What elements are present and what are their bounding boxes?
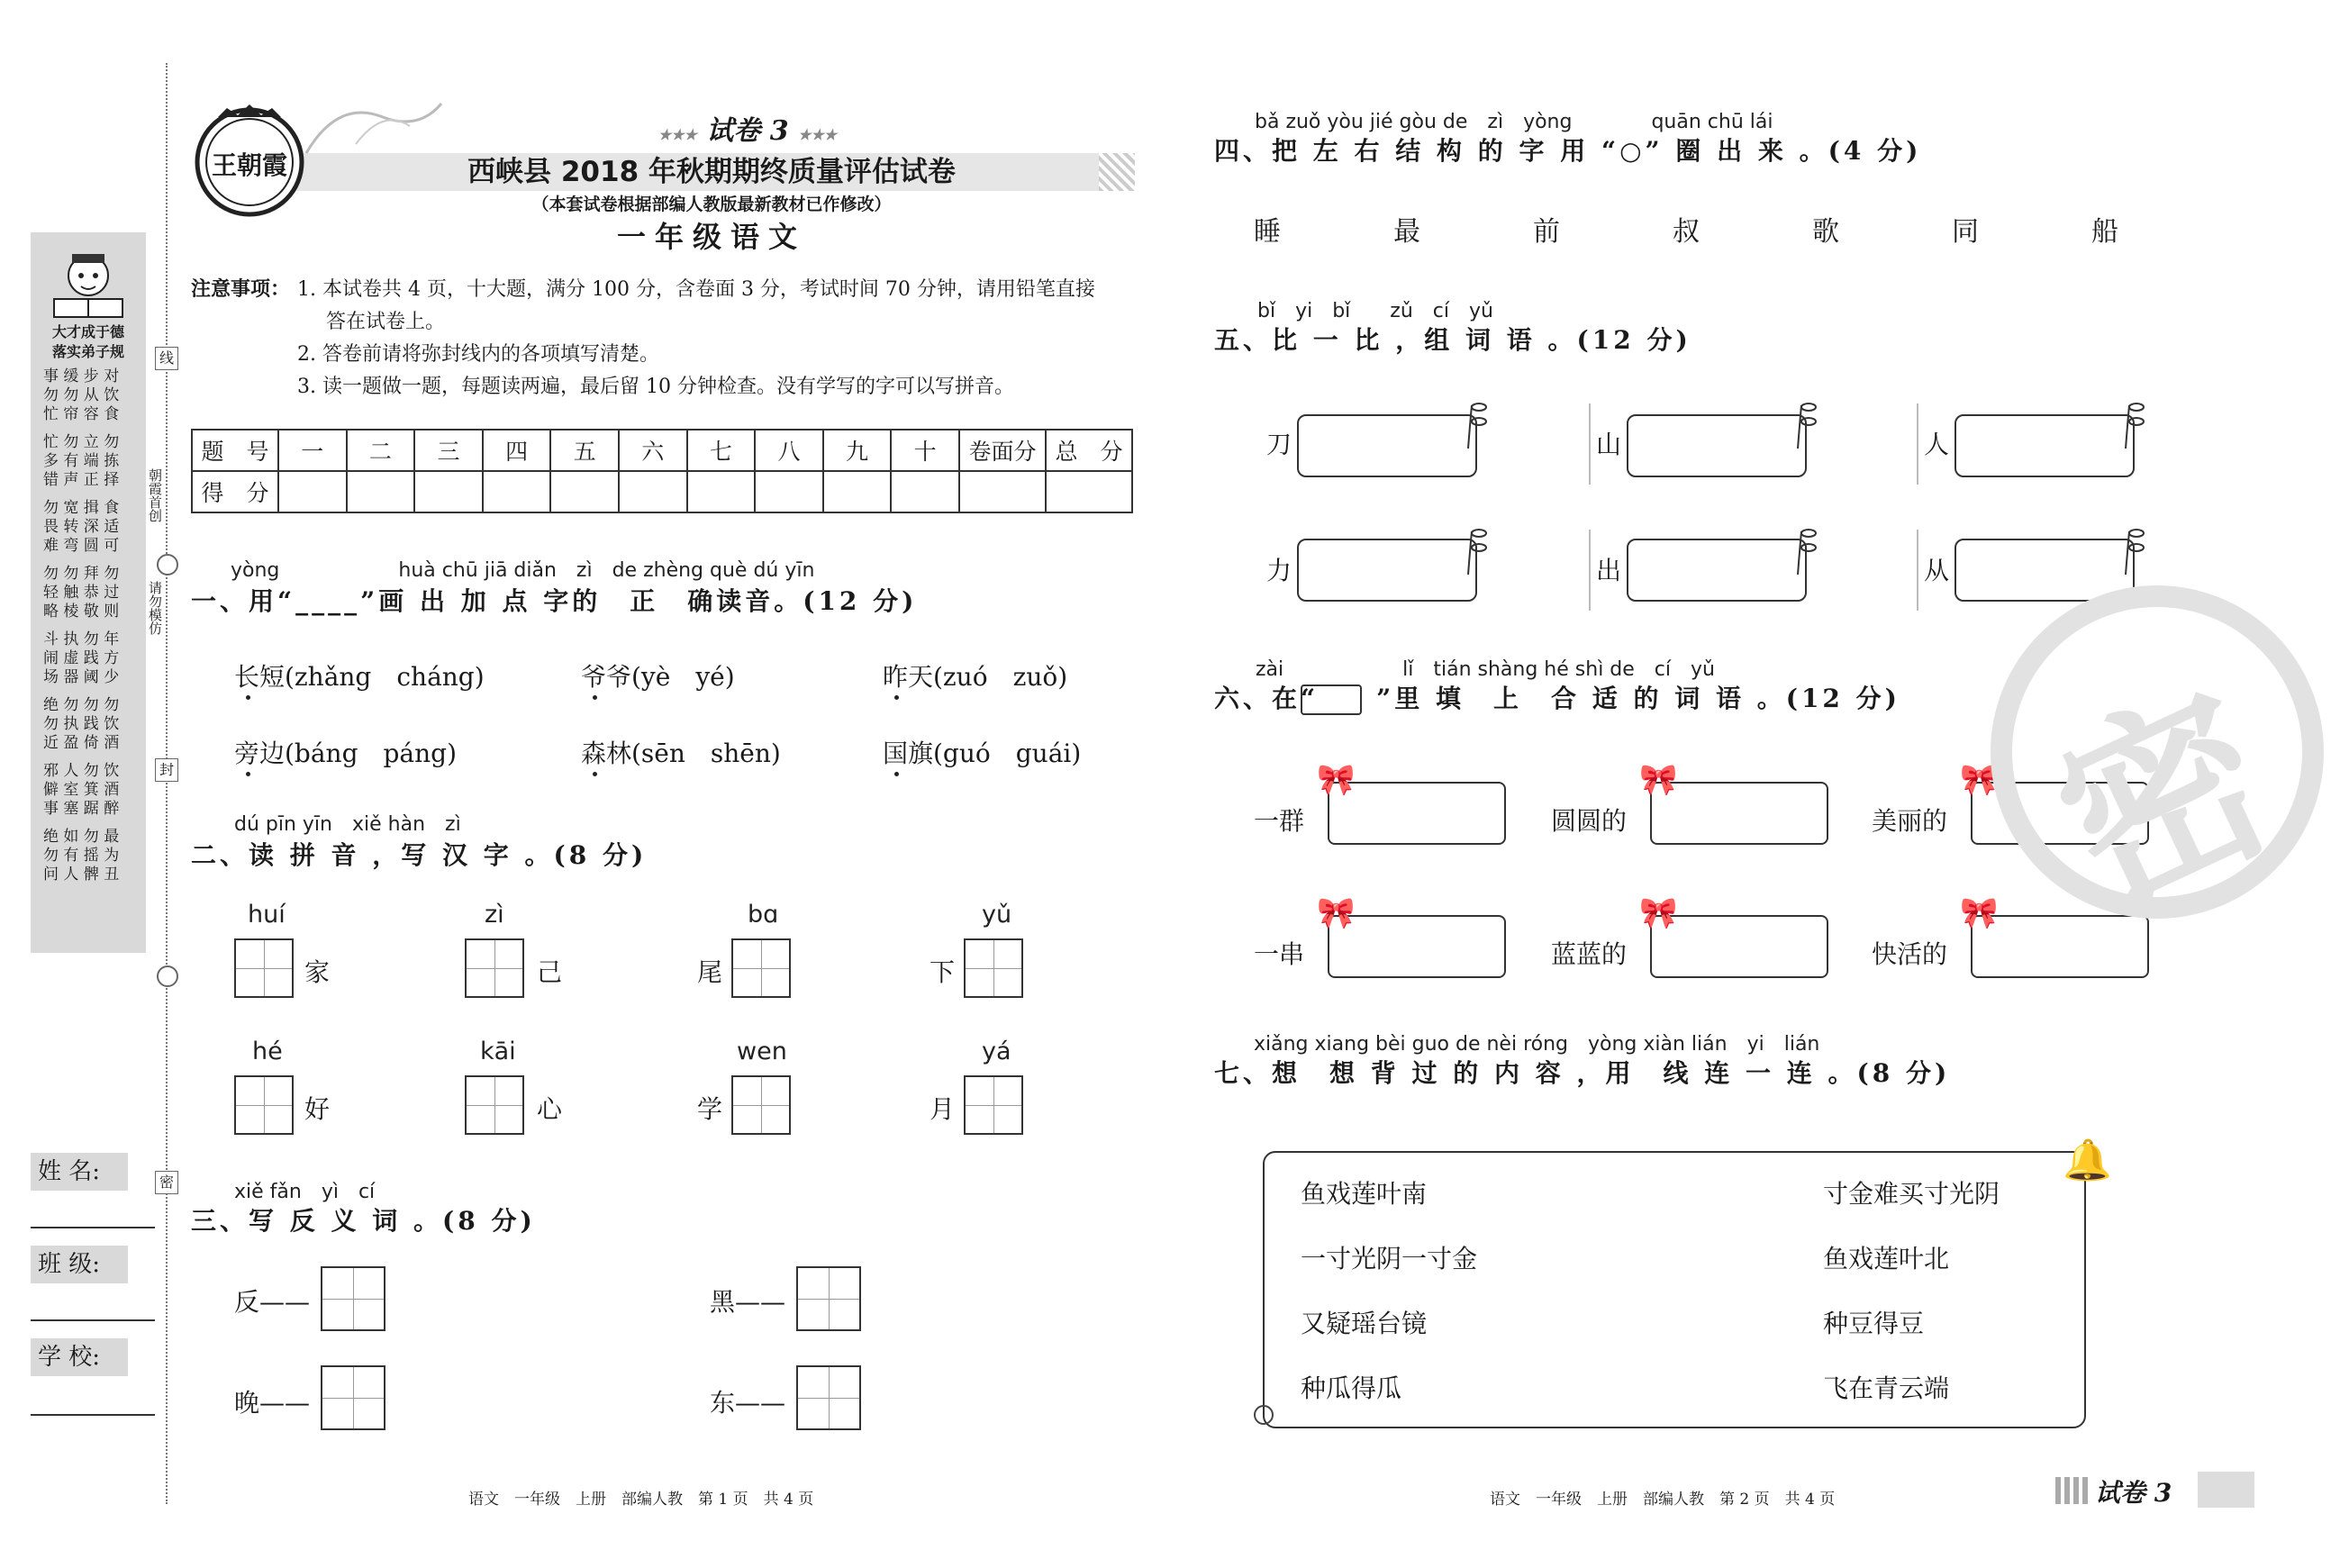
score-cell[interactable] [483, 471, 551, 512]
q5-title: 五、比 一 比 ，组 词 语 。(12 分) [1214, 325, 1691, 355]
ring-icon [1254, 1405, 1274, 1425]
q1-item-4: 旁边(báng páng) [234, 739, 457, 768]
score-cell[interactable] [823, 471, 892, 512]
q7-left-3[interactable]: 又疑瑶台镜 [1301, 1309, 1428, 1338]
writing-grid[interactable] [731, 1075, 791, 1135]
table-cell: 卷面分 [959, 430, 1046, 471]
q5-char-1: 刀 [1266, 430, 1292, 459]
star-icon: ★★★ [658, 126, 697, 143]
divider [1589, 403, 1591, 485]
exam-title: 西峡县 2018 年秋期期终质量评估试卷 [467, 156, 956, 188]
footer-tag-band [2198, 1472, 2254, 1508]
table-cell: 五 [550, 430, 619, 471]
q7-right-1[interactable]: 寸金难买寸光阴 [1823, 1179, 2000, 1209]
q6-item-1: 一群 [1254, 806, 1305, 836]
score-cell[interactable] [278, 471, 347, 512]
maxim-line: 错 声 正 择 [43, 471, 120, 489]
score-cell[interactable] [959, 471, 1046, 512]
logo-text: 王朝霞 [211, 150, 287, 180]
q2-pinyin-8: yá [982, 1038, 1011, 1065]
q2-char-8: 月 [930, 1094, 956, 1124]
q1-pinyin: yòng huà chū jiā diǎn zì de zhèng què dú yīn [231, 559, 815, 582]
q3-item-2: 黑—— [710, 1287, 786, 1317]
writing-grid[interactable] [796, 1365, 861, 1430]
maxim-line: 多 有 端 拣 [43, 452, 120, 470]
emphasis-dot [894, 695, 899, 700]
q1-item-6: 国旗(guó guái) [883, 739, 1082, 768]
q6-title-box [1301, 684, 1362, 715]
q3-item-4: 东—— [710, 1388, 786, 1418]
binding-hole-1 [157, 554, 178, 576]
fold-label-2: 请勿模仿 [147, 581, 163, 635]
sidebar [31, 232, 146, 953]
watermark-seal [1991, 585, 2324, 947]
q2-pinyin: dú pīn yīn xiě hàn zì [234, 813, 461, 836]
writing-grid[interactable] [465, 938, 524, 998]
maxim-line: 勿 执 践 饮 [43, 715, 120, 733]
seal-mark-mi: 密 [155, 1171, 178, 1194]
q2-pinyin-4: yǔ [982, 901, 1012, 929]
q4-char[interactable]: 叔 [1673, 216, 1700, 248]
q4-chars [1254, 209, 2118, 249]
maxim-line: 难 弯 圆 可 [43, 537, 120, 555]
divider [1589, 530, 1591, 611]
score-table-header-row [192, 430, 1132, 471]
class-label: 班 级: [31, 1246, 128, 1283]
q7-left-4[interactable]: 种瓜得瓜 [1301, 1373, 1402, 1403]
q2-pinyin-5: hé [252, 1038, 283, 1065]
answer-box[interactable] [1954, 414, 2135, 477]
q3-item-1: 反—— [234, 1287, 311, 1317]
seal-mark-feng: 封 [155, 758, 178, 782]
logo-swirl [302, 90, 446, 162]
q2-pinyin-6: kāi [480, 1038, 516, 1065]
table-cell: 题 号 [192, 430, 278, 471]
score-table-score-row [192, 471, 1132, 512]
q7-title: 七、想 想 背 过 的 内 容 ，用 线 连 一 连 。(8 分) [1214, 1058, 1951, 1088]
notice-item-2: 2. 答卷前请将弥封线内的各项填写清楚。 [297, 343, 659, 366]
notice-item-1: 1. 本试卷共 4 页，十大题，满分 100 分，含卷面 3 分，考试时间 70 分钟，请用铅笔直接 [297, 278, 1095, 301]
q7-pinyin: xiǎng xiang bèi guo de nèi róng yòng xiàn lián yi lián [1254, 1033, 1820, 1056]
binding-hole-2 [157, 965, 178, 987]
score-table [191, 429, 1133, 513]
seal-mark-xian: 线 [155, 347, 178, 370]
q1-item-2: 爷爷(yè yé) [581, 662, 735, 692]
q2-char-5: 好 [304, 1094, 331, 1124]
sprout-icon [2117, 398, 2147, 449]
q6-pinyin: zài lǐ tián shàng hé shì de cí yǔ [1256, 658, 1715, 681]
writing-grid[interactable] [234, 1075, 294, 1135]
q3-item-3: 晚—— [234, 1388, 311, 1418]
maxim-line: 场 器 阈 少 [43, 668, 120, 686]
answer-box[interactable] [1297, 539, 1477, 602]
writing-grid[interactable] [465, 1075, 524, 1135]
emphasis-dot [246, 695, 250, 700]
maxim-line: 邪 人 勿 饮 [43, 762, 120, 780]
q1-item-3: 昨天(zuó zuǒ) [883, 662, 1068, 692]
writing-grid[interactable] [234, 938, 294, 998]
q6-item-2: 圆圆的 [1551, 806, 1628, 836]
bow-icon: 🎀 [1960, 895, 1999, 931]
maxim-line: 问 人 髀 丑 [43, 866, 120, 884]
grade-subject: 一年级语文 [616, 220, 806, 254]
maxim-line: 轻 触 恭 过 [43, 584, 120, 602]
divider [1917, 403, 1918, 485]
name-field[interactable] [31, 1227, 155, 1228]
maxim-line: 闹 虚 践 方 [43, 649, 120, 667]
q3-title: 三、写 反 义 词 。(8 分) [191, 1206, 536, 1236]
fold-label-1: 朝霞首创 [147, 468, 163, 522]
writing-grid[interactable] [796, 1266, 861, 1331]
school-label: 学 校: [31, 1338, 128, 1376]
q1-item-5: 森林(sēn shēn) [581, 739, 781, 768]
notice-item-3: 3. 读一题做一题，每题读两遍，最后留 10 分钟检查。没有学写的字可以写拼音。 [297, 376, 1014, 398]
footer-left: 语文 一年级 上册 部编人教 第 1 页 共 4 页 [468, 1491, 814, 1509]
sprout-icon [1459, 524, 1490, 575]
maxim-line: 勿 宽 揖 食 [43, 499, 120, 517]
table-cell: 四 [483, 430, 551, 471]
q4-char[interactable]: 歌 [1812, 216, 1839, 248]
table-cell: 六 [619, 430, 687, 471]
q7-right-3[interactable]: 种豆得豆 [1823, 1309, 1925, 1338]
q3-pinyin: xiě fǎn yì cí [234, 1181, 376, 1203]
mascot [49, 241, 128, 322]
bell-icon: 🔔 [2063, 1137, 2112, 1183]
bow-icon: 🎀 [1317, 762, 1356, 798]
emphasis-dot [894, 772, 899, 776]
score-cell[interactable] [1046, 471, 1132, 512]
writing-grid[interactable] [321, 1365, 385, 1430]
q6-item-3: 美丽的 [1872, 806, 1948, 836]
maxim-line: 近 盈 倚 酒 [43, 734, 120, 752]
watermark-text: 密 [2026, 654, 2303, 947]
writing-grid[interactable] [964, 1075, 1023, 1135]
paper-tag-text: 试卷 3 [706, 115, 789, 147]
q4-char[interactable]: 前 [1533, 216, 1560, 248]
bow-icon: 🎀 [1960, 762, 1999, 798]
q2-char-1: 家 [304, 957, 331, 987]
q2-char-7: 学 [697, 1094, 723, 1124]
sprout-icon [1789, 524, 1819, 575]
maxim-line: 忙 帘 容 食 [43, 405, 120, 423]
table-cell: 八 [755, 430, 823, 471]
maxim-line: 勿 勿 拜 勿 [43, 565, 120, 583]
q5-pinyin: bǐ yi bǐ zǔ cí yǔ [1257, 300, 1493, 322]
maxim-line: 僻 室 箕 酒 [43, 781, 120, 799]
score-cell[interactable] [414, 471, 483, 512]
sprout-icon [1459, 398, 1490, 449]
sprout-icon [2117, 524, 2147, 575]
maxim-line: 畏 转 深 适 [43, 518, 120, 536]
q2-char-6: 心 [537, 1094, 563, 1124]
answer-box[interactable] [1297, 414, 1477, 477]
maxim-line: 勿 有 摇 为 [43, 847, 120, 865]
footer-tag: 试卷 3 [2095, 1478, 2172, 1508]
emphasis-dot [593, 772, 597, 776]
logo [191, 101, 308, 218]
maxim-line: 忙 勿 立 勿 [43, 433, 120, 451]
maxim-line: 勿 勿 从 饮 [43, 386, 120, 404]
maxim-line: 略 棱 敬 则 [43, 603, 120, 621]
star-icon: ★★★ [798, 126, 838, 143]
q4-char[interactable]: 同 [1952, 216, 1979, 248]
bow-icon: 🎀 [1639, 895, 1678, 931]
maxim-line: 事 塞 踞 醉 [43, 800, 120, 818]
motto-2: 落实弟子规 [51, 343, 124, 360]
motto-1: 大才成于德 [51, 323, 124, 340]
score-cell[interactable] [550, 471, 619, 512]
bow-icon: 🎀 [1639, 762, 1678, 798]
notice-item-1b: 答在试卷上。 [326, 311, 446, 333]
q2-char-2: 己 [537, 957, 563, 987]
emphasis-dot [593, 695, 597, 700]
q5-char-5: 出 [1596, 556, 1622, 585]
table-cell: 三 [414, 430, 483, 471]
q2-char-3: 尾 [697, 957, 723, 987]
footer-tag-pattern [2055, 1477, 2091, 1504]
score-cell[interactable] [891, 471, 959, 512]
q7-left-1[interactable]: 鱼戏莲叶南 [1301, 1179, 1428, 1209]
q1-title: 一、用“____”画 出 加 点 字的 正 确读音。(12 分) [191, 586, 918, 616]
q6-item-4: 一串 [1254, 939, 1305, 969]
table-cell: 总 分 [1046, 430, 1132, 471]
q2-pinyin-2: zì [485, 901, 504, 929]
emphasis-dot [246, 772, 250, 776]
maxim-line: 事 缓 步 对 [43, 367, 120, 385]
exam-subtitle: （本套试卷根据部编人教版最新教材已作修改） [531, 195, 892, 214]
score-cell[interactable] [755, 471, 823, 512]
table-cell: 七 [687, 430, 756, 471]
maxims [43, 367, 133, 893]
q6-item-6: 快活的 [1872, 939, 1948, 969]
name-label: 姓 名: [31, 1153, 128, 1191]
q4-char[interactable]: 睡 [1254, 216, 1281, 248]
q2-title: 二、读 拼 音 ，写 汉 字 。(8 分) [191, 840, 648, 870]
paper-tag [612, 108, 883, 148]
notice-label: 注意事项： [191, 277, 291, 301]
q7-left-2[interactable]: 一寸光阴一寸金 [1301, 1244, 1478, 1273]
writing-grid[interactable] [321, 1266, 385, 1331]
q5-char-6: 从 [1924, 556, 1950, 585]
score-cell[interactable] [619, 471, 687, 512]
writing-grid[interactable] [964, 938, 1023, 998]
q7-right-2[interactable]: 鱼戏莲叶北 [1823, 1244, 1950, 1273]
divider [1917, 530, 1918, 611]
q5-char-3: 人 [1924, 430, 1950, 459]
table-cell: 二 [347, 430, 415, 471]
table-cell: 得 分 [192, 471, 278, 512]
maxim-line: 绝 如 勿 最 [43, 828, 120, 846]
q4-title: 四、把 左 右 结 构 的 字 用 “○” 圈 出 来 。(4 分) [1214, 136, 1922, 166]
table-cell: 九 [823, 430, 892, 471]
q2-pinyin-3: bɑ [748, 901, 779, 929]
school-field[interactable] [31, 1414, 155, 1416]
q2-pinyin-1: huí [248, 901, 286, 929]
maxim-line: 绝 勿 勿 勿 [43, 696, 120, 714]
q4-char[interactable]: 最 [1393, 216, 1420, 248]
q4-char[interactable]: 船 [2091, 216, 2118, 248]
q7-right-4[interactable]: 飞在青云端 [1823, 1373, 1950, 1403]
q4-pinyin: bǎ zuǒ yòu jié gòu de zì yòng quān chū lái [1255, 111, 1773, 133]
q5-char-2: 山 [1596, 430, 1622, 459]
maxim-line: 斗 执 勿 年 [43, 630, 120, 648]
binding-line [166, 63, 168, 1504]
bow-icon: 🎀 [1317, 895, 1356, 931]
answer-box[interactable] [1627, 539, 1807, 602]
q1-item-1: 长短(zhǎng cháng) [234, 662, 485, 692]
footer-right: 语文 一年级 上册 部编人教 第 2 页 共 4 页 [1490, 1491, 1836, 1509]
answer-box[interactable] [1627, 414, 1807, 477]
q6-title: 六、在“ ”里 填 上 合 适 的 词 语 。(12 分) [1214, 684, 1900, 713]
q5-char-4: 力 [1266, 556, 1292, 585]
table-cell: 一 [278, 430, 347, 471]
q6-item-5: 蓝蓝的 [1551, 939, 1628, 969]
score-cell[interactable] [347, 471, 415, 512]
header-ribbon-tail [1099, 153, 1135, 191]
q2-pinyin-7: wen [737, 1038, 787, 1065]
table-cell: 十 [891, 430, 959, 471]
q2-char-4: 下 [930, 957, 956, 987]
class-field[interactable] [31, 1319, 155, 1321]
writing-grid[interactable] [731, 938, 791, 998]
score-cell[interactable] [687, 471, 756, 512]
sprout-icon [1789, 398, 1819, 449]
